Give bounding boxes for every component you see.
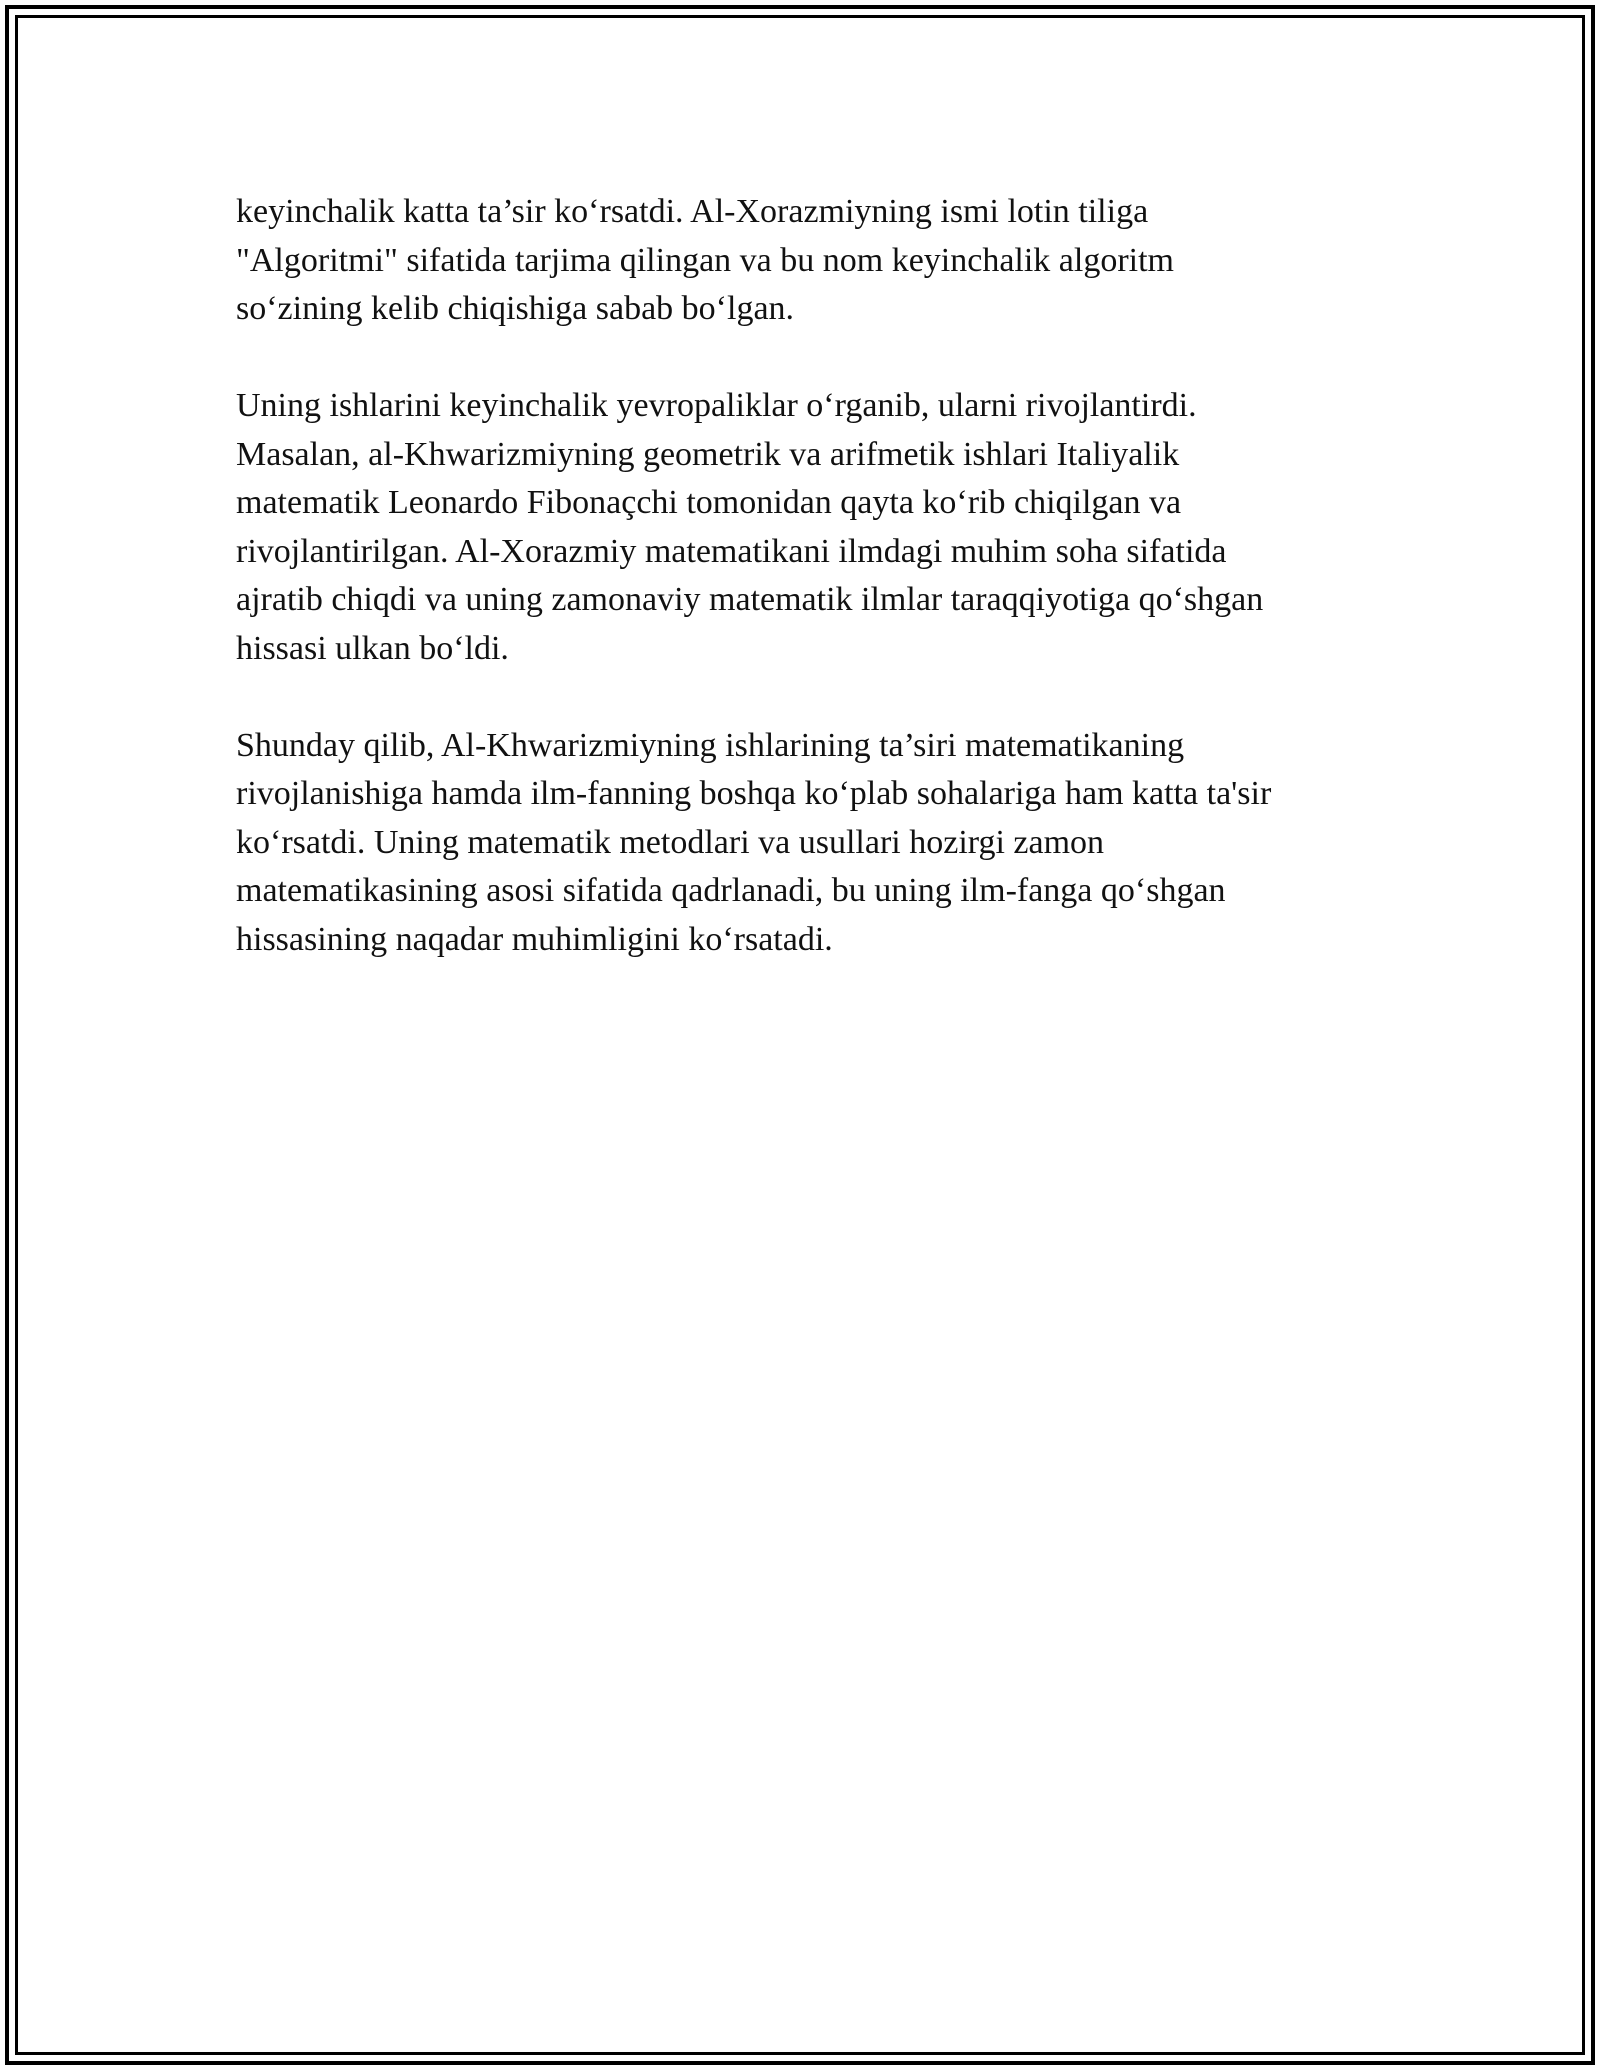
paragraph-line: Uning ishlarini keyinchalik yevropaliklar o‘rganib, ularni rivojlantirdi. — [236, 387, 1197, 424]
paragraph-line: ko‘rsatdi. Uning matematik metodlari va usullari hozirgi zamon — [236, 823, 1105, 861]
paragraph-2 — [236, 382, 1396, 673]
paragraph-line: rivojlantirilgan. Al-Xorazmiy matematikani ilmdagi muhim soha sifatida — [236, 532, 1227, 570]
document-body — [236, 188, 1396, 1013]
paragraph-line: keyinchalik katta ta’sir ko‘rsatdi. Al-Xorazmiyning ismi lotin tiliga — [236, 193, 1149, 230]
paragraph-line: Shunday qilib, Al-Khwarizmiyning ishlarining ta’siri matematikaning — [236, 726, 1185, 764]
paragraph-3 — [236, 722, 1396, 965]
paragraph-line: so‘zining kelib chiqishiga sabab bo‘lgan. — [236, 290, 795, 327]
paragraph-line: ajratib chiqdi va uning zamonaviy matematik ilmlar taraqqiyotiga qo‘shgan — [236, 581, 1264, 618]
paragraph-line: hissasi ulkan bo‘ldi. — [236, 629, 509, 667]
paragraph-line: Masalan, al-Khwarizmiyning geometrik va arifmetik ishlari Italiyalik — [236, 435, 1180, 473]
paragraph-line: hissasining naqadar muhimligini ko‘rsatadi. — [236, 920, 833, 958]
paragraph-line: matematikasining asosi sifatida qadrlanadi, bu uning ilm-fanga qo‘shgan — [236, 872, 1226, 909]
paragraph-1 — [236, 188, 1396, 334]
paragraph-line: "Algoritmi" sifatida tarjima qilingan va bu nom keyinchalik algoritm — [236, 241, 1175, 279]
paragraph-line: matematik Leonardo Fibonaçchi tomonidan qayta ko‘rib chiqilgan va — [236, 484, 1182, 521]
paragraph-line: rivojlanishiga hamda ilm-fanning boshqa ko‘plab sohalariga ham katta ta'sir — [236, 775, 1272, 812]
